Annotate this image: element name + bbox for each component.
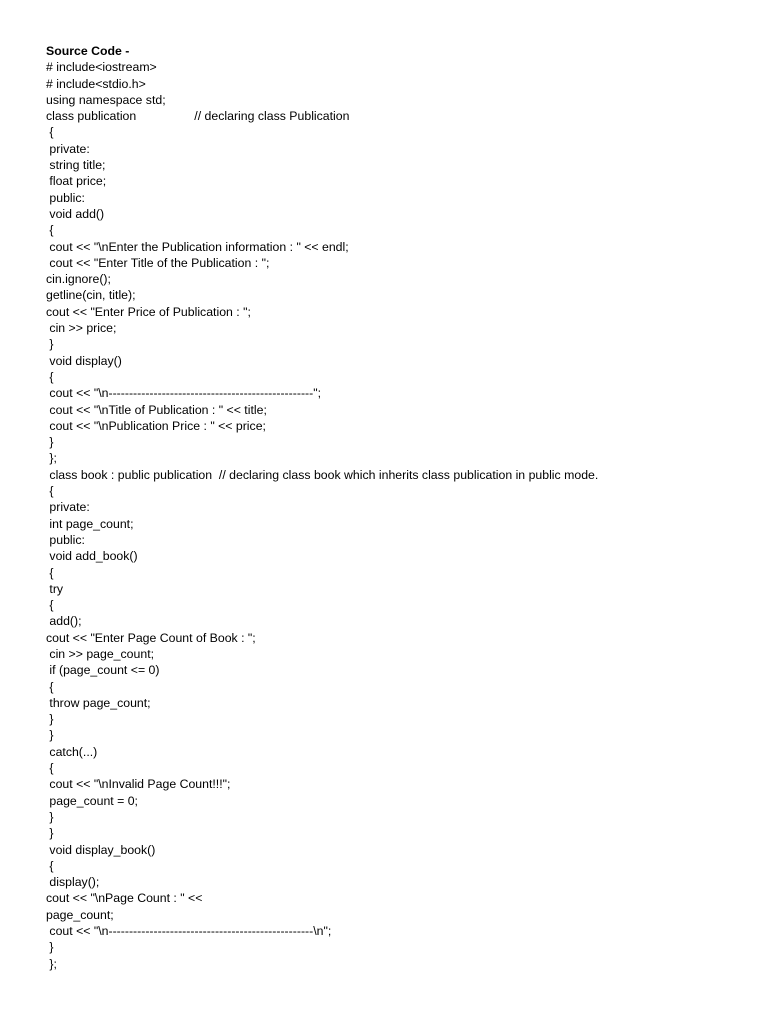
code-line: { [46,125,54,140]
code-line: # include<iostream> [46,60,157,75]
code-line: void add_book() [46,549,138,564]
code-line: cout << "\nTitle of Publication : " << title; [46,402,267,417]
code-line: } [46,826,54,841]
code-line: cin.ignore(); [46,272,111,287]
code-line: cout << "\n--------------------------------------------------"; [46,386,322,401]
code-line: } [46,809,54,824]
code-line: void display() [46,353,122,368]
code-line: private: [46,500,90,515]
code-line: cout << "Enter Page Count of Book : "; [46,630,256,645]
code-line: cout << "Enter Price of Publication : "; [46,304,251,319]
code-line: cout << "\n--------------------------------------------------\n"; [46,924,332,939]
code-line: { [46,369,54,384]
code-line: class publication // declaring class Publication [46,109,350,124]
code-line: add(); [46,614,82,629]
code-line: public: [46,190,85,205]
code-line: { [46,761,54,776]
code-line: } [46,940,54,955]
code-line: void add() [46,206,105,221]
code-line: { [46,679,54,694]
code-line: class book : public publication // declaring class book which inherits class publication in public mode. [46,467,599,482]
code-line: { [46,223,54,238]
code-line: { [46,858,54,873]
code-line: cout << "Enter Title of the Publication : "; [46,255,270,270]
code-line: cout << "\nPage Count : " << [46,891,203,906]
section-heading: Source Code - [46,44,130,58]
source-code-block [46,43,746,972]
code-line: } [46,435,54,450]
code-line: # include<stdio.h> [46,76,146,91]
code-line: using namespace std; [46,92,166,107]
code-line: page_count = 0; [46,793,138,808]
code-line: } [46,712,54,727]
code-line: cout << "\nPublication Price : " << price; [46,418,266,433]
code-line: cout << "\nEnter the Publication information : " << endl; [46,239,349,254]
code-line: display(); [46,875,100,890]
code-line: } [46,728,54,743]
code-line: getline(cin, title); [46,288,136,303]
code-line: try [46,581,64,596]
code-line: int page_count; [46,516,134,531]
code-line: if (page_count <= 0) [46,663,160,678]
code-line: float price; [46,174,107,189]
code-line: void display_book() [46,842,156,857]
code-line: }; [46,956,57,971]
code-line: }; [46,451,57,466]
code-line: catch(...) [46,744,98,759]
code-line: } [46,337,54,352]
code-line: { [46,598,54,613]
code-line: cout << "\nInvalid Page Count!!!"; [46,777,231,792]
code-line: page_count; [46,907,114,922]
code-line: cin >> page_count; [46,646,155,661]
code-line: string title; [46,158,106,173]
code-line: { [46,565,54,580]
code-line: cin >> price; [46,321,117,336]
code-line: public: [46,532,85,547]
code-line: { [46,484,54,499]
code-line: throw page_count; [46,695,151,710]
code-line: private: [46,141,90,156]
